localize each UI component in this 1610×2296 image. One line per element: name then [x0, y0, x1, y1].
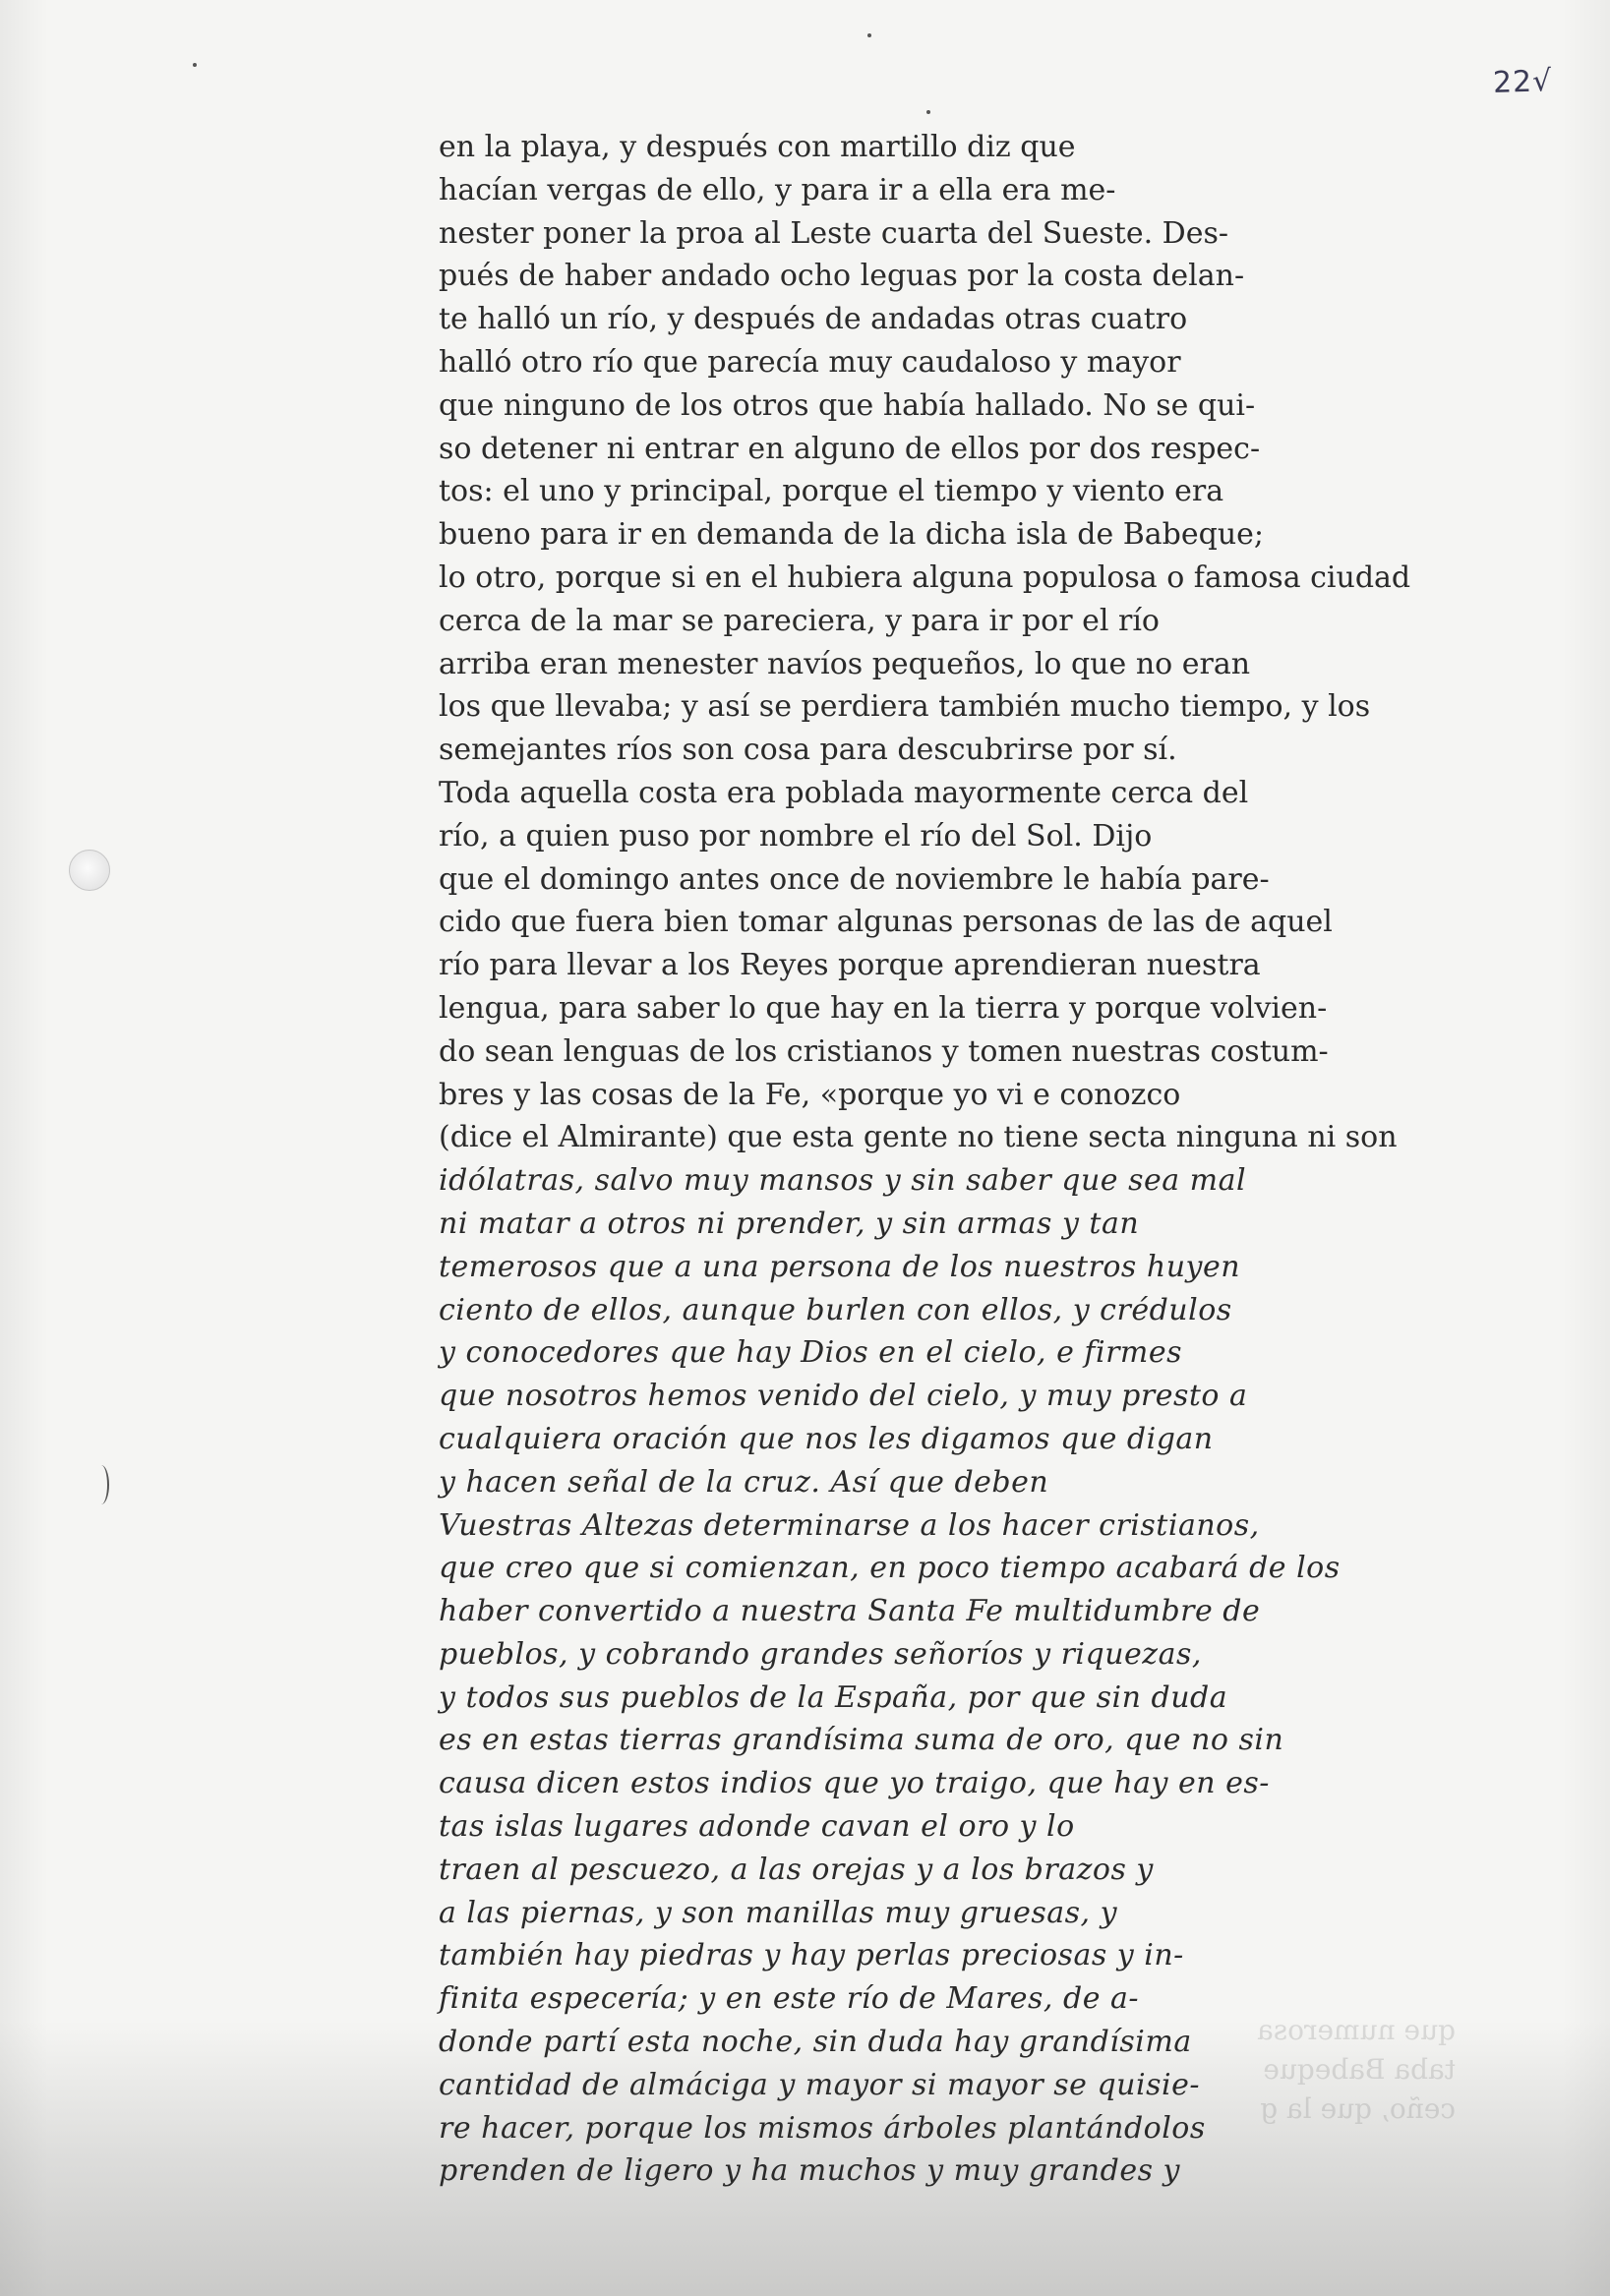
- text-line: pueblos, y cobrando grandes señoríos y riquezas,: [439, 1636, 1202, 1672]
- text-line: que el domingo antes once de noviembre le había pare-: [439, 861, 1270, 897]
- text-line: y hacen señal de la cruz. Así que deben: [439, 1464, 1049, 1500]
- show-through-text: que numerosa taba Babeque ceño, que la g: [1257, 2014, 1456, 2125]
- text-line: cido que fuera bien tomar algunas personas de las de aquel: [439, 905, 1333, 940]
- text-line: prenden de ligero y ha muchos y muy grandes y: [439, 2153, 1180, 2189]
- text-line: río para llevar a los Reyes porque aprendieran nuestra: [439, 948, 1261, 983]
- text-line: tas islas lugares adonde cavan el oro y lo: [439, 1809, 1075, 1845]
- body-text: [439, 126, 1422, 2193]
- text-line: que nosotros hemos venido del cielo, y muy presto a: [439, 1379, 1248, 1414]
- text-line: y conocedores que hay Dios en el cielo, e firmes: [439, 1335, 1183, 1371]
- text-line: es en estas tierras grandísima suma de oro, que no sin: [439, 1723, 1284, 1758]
- text-line: que creo que si comienzan, en poco tiempo acabará de los: [439, 1551, 1341, 1586]
- text-line: pués de haber andado ocho leguas por la costa delan-: [439, 259, 1245, 294]
- text-line: temerosos que a una persona de los nuestros huyen: [439, 1249, 1241, 1284]
- text-line: cerca de la mar se pareciera, y para ir por el río: [439, 603, 1160, 638]
- text-line: río, a quien puso por nombre el río del Sol. Dijo: [439, 818, 1153, 854]
- text-line: los que llevaba; y así se perdiera también mucho tiempo, y los: [439, 689, 1371, 725]
- text-line: también hay piedras y hay perlas preciosas y in-: [439, 1938, 1184, 1973]
- text-line: cualquiera oración que nos les digamos que digan: [439, 1421, 1214, 1456]
- text-line: re hacer, porque los mismos árboles plantándolos: [439, 2110, 1206, 2146]
- text-line: Toda aquella costa era poblada mayormente cerca del: [439, 775, 1249, 810]
- text-line: tos: el uno y principal, porque el tiempo y viento era: [439, 474, 1224, 509]
- text-line: donde partí esta noche, sin duda hay grandísima: [439, 2025, 1192, 2060]
- text-line: bueno para ir en demanda de la dicha isla de Babeque;: [439, 517, 1265, 553]
- punch-hole: [69, 850, 110, 891]
- text-line: causa dicen estos indios que yo traigo, que hay en es-: [439, 1766, 1270, 1801]
- text-line: so detener ni entrar en alguno de ellos por dos respec-: [439, 431, 1261, 466]
- text-line: ni matar a otros ni prender, y sin armas y tan: [439, 1206, 1140, 1241]
- speck: [926, 110, 930, 114]
- text-line: en la playa, y después con martillo diz que: [439, 130, 1076, 164]
- speck: [193, 63, 197, 67]
- text-line: traen al pescuezo, a las orejas y a los brazos y: [439, 1852, 1154, 1887]
- text-line: que ninguno de los otros que había hallado. No se qui-: [439, 387, 1256, 423]
- text-line: semejantes ríos son cosa para descubrirse por sí.: [439, 733, 1177, 768]
- text-line: a las piernas, y son manillas muy gruesas, y: [439, 1895, 1118, 1930]
- text-line: te halló un río, y después de andadas otras cuatro: [439, 302, 1188, 337]
- text-line: finita especería; y en este río de Mares, de a-: [439, 1981, 1140, 2017]
- text-line: cantidad de almáciga y mayor si mayor se quisie-: [439, 2067, 1200, 2102]
- text-line: arriba eran menester navíos pequeños, lo que no eran: [439, 646, 1251, 681]
- text-line: nester poner la proa al Leste cuarta del Sueste. Des-: [439, 215, 1229, 251]
- text-line: bres y las cosas de la Fe, «porque yo vi e conozco: [439, 1077, 1181, 1112]
- text-line: y todos sus pueblos de la España, por que sin duda: [439, 1679, 1228, 1715]
- text-line: idólatras, salvo muy mansos y sin saber que sea mal: [439, 1163, 1247, 1199]
- text-line: (dice el Almirante) que esta gente no tiene secta ninguna ni son: [439, 1120, 1398, 1155]
- folio-number: 22√: [1492, 63, 1553, 101]
- text-line: lengua, para saber lo que hay en la tierra y porque volvien-: [439, 990, 1328, 1026]
- text-line: hacían vergas de ello, y para ir a ella era me-: [439, 172, 1116, 207]
- text-line: lo otro, porque si en el hubiera alguna populosa o famosa ciudad: [439, 559, 1411, 595]
- text-line: haber convertido a nuestra Santa Fe multidumbre de: [439, 1594, 1261, 1629]
- text-line: ciento de ellos, aunque burlen con ellos, y crédulos: [439, 1292, 1232, 1327]
- speck: [867, 33, 871, 37]
- text-line: halló otro río que parecía muy caudaloso y mayor: [439, 344, 1181, 380]
- text-line: Vuestras Altezas determinarse a los hacer cristianos,: [439, 1507, 1260, 1543]
- text-line: do sean lenguas de los cristianos y tomen nuestras costum-: [439, 1033, 1329, 1069]
- margin-mark: [93, 1465, 109, 1504]
